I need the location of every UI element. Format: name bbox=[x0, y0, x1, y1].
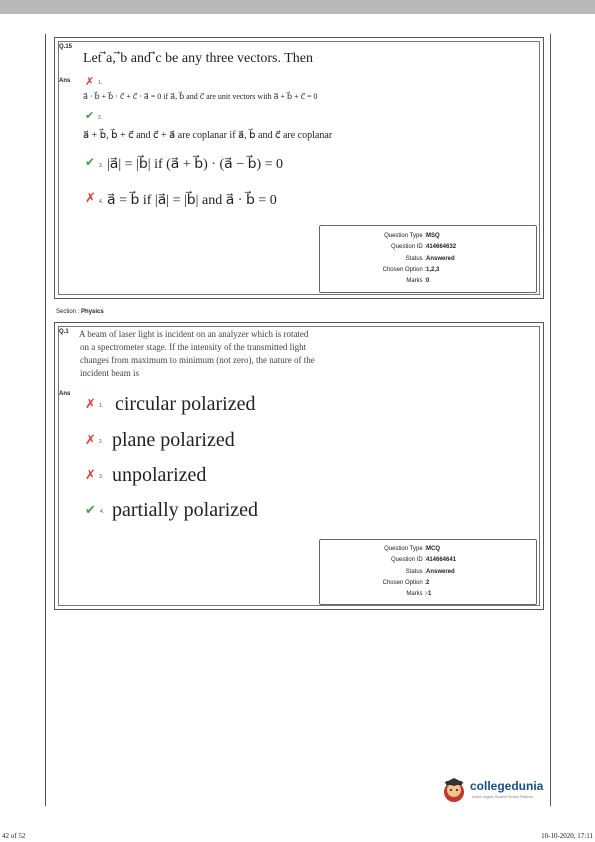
option-number: 1. bbox=[99, 403, 104, 409]
cross-icon: ✗ bbox=[85, 75, 95, 88]
ans-label: Ans bbox=[59, 78, 71, 84]
question-text: Let ⃗a, ⃗b and ⃗c be any three vectors. Then bbox=[83, 51, 313, 66]
question-15-box bbox=[54, 37, 544, 299]
viewer-top-bar bbox=[0, 0, 595, 14]
tick-icon: ✔ bbox=[85, 155, 96, 169]
logo-name: collegedunia bbox=[470, 779, 544, 793]
option-1-text: circular polarized bbox=[115, 393, 256, 415]
collegedunia-logo bbox=[440, 775, 560, 805]
question-info-box: Question Type : MCQ Question ID : 414664641 Status : Answered Chosen Option : 2 Marks : -1 bbox=[319, 539, 537, 605]
question-number: Q.1 bbox=[59, 329, 69, 335]
logo-mascot-icon bbox=[440, 777, 468, 805]
option-1-text: a⃗ · b⃗ + b⃗ · c⃗ + c⃗ · a⃗ = 0 if a⃗, b⃗ and c⃗ are unit vectors with a⃗ + b⃗ + c⃗ = 0 bbox=[83, 92, 318, 101]
cross-icon: ✗ bbox=[85, 191, 96, 206]
option-4-text: partially polarized bbox=[112, 499, 259, 521]
question-text: A beam of laser light is incident on an analyzer which is rotated on a spectrometer stage. If the intensity of the transmitted light changes from maximum to minimum (not zero), the nature of the incident beam is bbox=[79, 329, 315, 378]
option-2-text: a⃗ + b⃗, b⃗ + c⃗ and c⃗ + a⃗ are coplanar if a⃗, b⃗ and c⃗ are coplanar bbox=[83, 130, 333, 141]
print-datetime: 10-10-2020, 17:11 bbox=[541, 832, 593, 840]
cross-icon: ✗ bbox=[85, 397, 96, 412]
tick-icon: ✔ bbox=[85, 503, 96, 518]
option-3-text: |a⃗| = |b⃗| if (a⃗ + b⃗) · (a⃗ − b⃗) = 0 bbox=[107, 157, 284, 172]
option-number: 2. bbox=[99, 439, 104, 445]
cross-icon: ✗ bbox=[85, 468, 96, 483]
option-number: 4. bbox=[99, 199, 104, 205]
section-label: Section : Physics bbox=[56, 309, 104, 315]
page-counter: 42 of 52 bbox=[2, 832, 26, 840]
option-number: 4. bbox=[100, 509, 105, 515]
question-1-box bbox=[54, 322, 544, 610]
option-number: 1. bbox=[98, 80, 103, 86]
option-number: 3. bbox=[99, 474, 104, 480]
cross-icon: ✗ bbox=[85, 433, 96, 448]
logo-tagline: India's largest Student Review Platform bbox=[472, 795, 533, 799]
option-2-text: plane polarized bbox=[112, 429, 235, 451]
section-name: Physics bbox=[81, 309, 104, 315]
option-4-text: a⃗ = b⃗ if |a⃗| = |b⃗| and a⃗ · b⃗ = 0 bbox=[107, 193, 277, 208]
question-info-box: Question Type : MSQ Question ID : 414664632 Status : Answered Chosen Option : 1,2,3 Marks : 0 bbox=[319, 225, 537, 293]
ans-label: Ans bbox=[59, 391, 71, 397]
option-number: 3. bbox=[99, 163, 104, 169]
tick-icon: ✔ bbox=[85, 109, 95, 122]
question-number: Q.15 bbox=[59, 44, 73, 50]
option-3-text: unpolarized bbox=[112, 464, 207, 486]
option-number: 2. bbox=[98, 115, 103, 121]
